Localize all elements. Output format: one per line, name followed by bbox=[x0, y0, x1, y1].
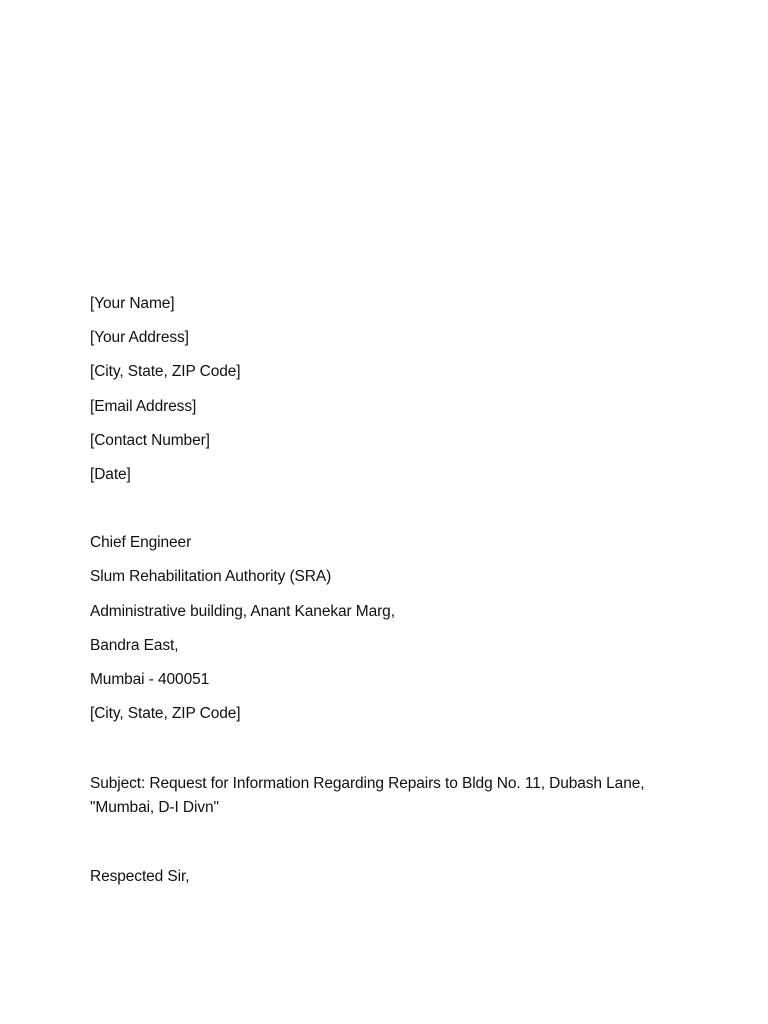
salutation: Respected Sir, bbox=[90, 868, 190, 886]
sender-block bbox=[90, 294, 690, 485]
sender-name: [Your Name] bbox=[90, 295, 175, 312]
spacer bbox=[90, 738, 690, 772]
recipient-address-line1: Administrative building, Anant Kanekar Marg, bbox=[90, 602, 395, 620]
letter-date: [Date] bbox=[90, 465, 131, 483]
subject-line1: Subject: Request for Information Regarding Repairs to Bldg No. 11, Dubash Lane, bbox=[90, 775, 645, 793]
spacer bbox=[90, 499, 690, 533]
sender-address: [Your Address] bbox=[90, 329, 189, 347]
sender-contact: [Contact Number] bbox=[90, 431, 210, 449]
recipient-city-pin: Mumbai - 400051 bbox=[90, 670, 210, 688]
letter-body bbox=[90, 294, 690, 901]
subject-line2: "Mumbai, D-I Divn" bbox=[90, 799, 219, 817]
recipient-organization: Slum Rehabilitation Authority (SRA) bbox=[90, 568, 332, 586]
recipient-title: Chief Engineer bbox=[90, 534, 192, 552]
sender-city-state-zip: [City, State, ZIP Code] bbox=[90, 363, 241, 381]
recipient-block bbox=[90, 533, 690, 724]
subject-block bbox=[90, 772, 690, 820]
sender-email: [Email Address] bbox=[90, 397, 197, 415]
recipient-address-line2: Bandra East, bbox=[90, 636, 179, 654]
recipient-city-state-zip: [City, State, ZIP Code] bbox=[90, 705, 241, 723]
